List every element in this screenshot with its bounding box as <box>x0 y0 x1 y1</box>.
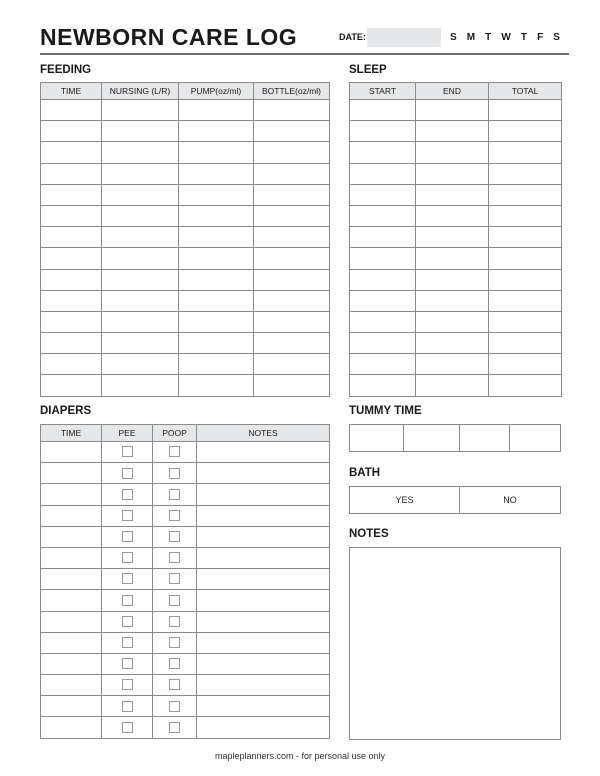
sleep-end-cell[interactable] <box>416 333 489 354</box>
pee-checkbox[interactable] <box>122 446 133 457</box>
diaper-poop-cell <box>153 442 197 463</box>
poop-checkbox[interactable] <box>169 637 180 648</box>
notes-area[interactable] <box>349 547 561 740</box>
diaper-pee-cell <box>102 526 153 547</box>
diaper-pee-cell <box>102 590 153 611</box>
diaper-row <box>41 632 330 653</box>
sleep-col-total: TOTAL <box>489 83 562 100</box>
diaper-poop-cell <box>153 653 197 674</box>
feeding-bottle-cell[interactable] <box>254 142 330 163</box>
feeding-bottle-cell[interactable] <box>254 227 330 248</box>
feeding-bottle-cell[interactable] <box>254 248 330 269</box>
feeding-nursing-cell[interactable] <box>102 290 179 311</box>
diaper-time-cell[interactable] <box>41 696 102 717</box>
sleep-end-cell[interactable] <box>416 375 489 396</box>
feeding-nursing-cell[interactable] <box>102 333 179 354</box>
sleep-start-cell[interactable] <box>350 290 416 311</box>
sleep-end-cell[interactable] <box>416 354 489 375</box>
diaper-time-cell[interactable] <box>41 632 102 653</box>
day-option[interactable]: M <box>466 32 476 43</box>
poop-checkbox[interactable] <box>169 658 180 669</box>
sleep-row <box>350 269 562 290</box>
feeding-pump-cell[interactable] <box>179 354 254 375</box>
feeding-bottle-cell[interactable] <box>254 121 330 142</box>
sleep-start-cell[interactable] <box>350 311 416 332</box>
poop-checkbox[interactable] <box>169 595 180 606</box>
pee-checkbox[interactable] <box>122 531 133 542</box>
diaper-pee-cell <box>102 463 153 484</box>
sleep-section-title: SLEEP <box>349 64 387 76</box>
diaper-notes-cell[interactable] <box>197 463 330 484</box>
day-option[interactable]: T <box>520 32 527 43</box>
diaper-notes-cell[interactable] <box>197 696 330 717</box>
sleep-row <box>350 375 562 396</box>
sleep-start-cell[interactable] <box>350 184 416 205</box>
diaper-poop-cell <box>153 611 197 632</box>
feeding-row <box>41 227 330 248</box>
feeding-time-cell[interactable] <box>41 184 102 205</box>
poop-checkbox[interactable] <box>169 446 180 457</box>
tummy-time-box[interactable] <box>459 425 509 451</box>
feeding-section-title: FEEDING <box>40 64 92 76</box>
feeding-bottle-cell[interactable] <box>254 354 330 375</box>
diaper-time-cell[interactable] <box>41 717 102 738</box>
diaper-row <box>41 484 330 505</box>
feeding-time-cell[interactable] <box>41 354 102 375</box>
sleep-end-cell[interactable] <box>416 227 489 248</box>
feeding-time-cell[interactable] <box>41 163 102 184</box>
diaper-pee-cell <box>102 484 153 505</box>
diaper-row <box>41 653 330 674</box>
feeding-bottle-cell[interactable] <box>254 163 330 184</box>
sleep-total-cell[interactable] <box>489 142 562 163</box>
sleep-start-cell[interactable] <box>350 248 416 269</box>
feeding-row <box>41 163 330 184</box>
diaper-time-cell[interactable] <box>41 675 102 696</box>
diaper-pee-cell <box>102 632 153 653</box>
day-option[interactable]: S <box>450 32 457 43</box>
diaper-time-cell[interactable] <box>41 526 102 547</box>
sleep-row <box>350 248 562 269</box>
tummy-time-section-title: TUMMY TIME <box>349 405 422 417</box>
sleep-row <box>350 290 562 311</box>
sleep-end-cell[interactable] <box>416 163 489 184</box>
bath-options <box>349 486 561 514</box>
diaper-poop-cell <box>153 632 197 653</box>
tummy-time-box[interactable] <box>350 425 403 451</box>
feeding-row <box>41 269 330 290</box>
diaper-row <box>41 547 330 568</box>
poop-checkbox[interactable] <box>169 510 180 521</box>
sleep-start-cell[interactable] <box>350 142 416 163</box>
sleep-start-cell[interactable] <box>350 375 416 396</box>
feeding-bottle-cell[interactable] <box>254 205 330 226</box>
diaper-poop-cell <box>153 590 197 611</box>
sleep-total-cell[interactable] <box>489 354 562 375</box>
diaper-poop-cell <box>153 526 197 547</box>
diapers-col-poop: POOP <box>153 425 197 442</box>
sleep-end-cell[interactable] <box>416 100 489 121</box>
sleep-end-cell[interactable] <box>416 311 489 332</box>
sleep-row <box>350 184 562 205</box>
feeding-row <box>41 100 330 121</box>
diaper-poop-cell <box>153 696 197 717</box>
tummy-time-boxes <box>349 424 561 452</box>
sleep-col-end: END <box>416 83 489 100</box>
feeding-pump-cell[interactable] <box>179 248 254 269</box>
feeding-col-bottle: BOTTLE(oz/ml) <box>254 83 330 100</box>
diaper-pee-cell <box>102 442 153 463</box>
day-option[interactable]: F <box>537 32 544 43</box>
diaper-row <box>41 569 330 590</box>
sleep-total-cell[interactable] <box>489 290 562 311</box>
feeding-row <box>41 375 330 396</box>
date-field[interactable] <box>367 28 441 47</box>
feeding-pump-cell[interactable] <box>179 227 254 248</box>
sleep-end-cell[interactable] <box>416 248 489 269</box>
pee-checkbox[interactable] <box>122 616 133 627</box>
sleep-end-cell[interactable] <box>416 142 489 163</box>
feeding-col-time: TIME <box>41 83 102 100</box>
diaper-time-cell[interactable] <box>41 484 102 505</box>
sleep-start-cell[interactable] <box>350 205 416 226</box>
feeding-nursing-cell[interactable] <box>102 142 179 163</box>
diaper-row <box>41 463 330 484</box>
poop-checkbox[interactable] <box>169 531 180 542</box>
diaper-pee-cell <box>102 547 153 568</box>
sleep-start-cell[interactable] <box>350 333 416 354</box>
sleep-start-cell[interactable] <box>350 121 416 142</box>
sleep-total-cell[interactable] <box>489 375 562 396</box>
diaper-pee-cell <box>102 696 153 717</box>
pee-checkbox[interactable] <box>122 552 133 563</box>
feeding-time-cell[interactable] <box>41 100 102 121</box>
feeding-time-cell[interactable] <box>41 121 102 142</box>
feeding-row <box>41 311 330 332</box>
feeding-time-cell[interactable] <box>41 311 102 332</box>
diaper-row <box>41 675 330 696</box>
sleep-total-cell[interactable] <box>489 163 562 184</box>
feeding-nursing-cell[interactable] <box>102 100 179 121</box>
diaper-poop-cell <box>153 675 197 696</box>
diaper-poop-cell <box>153 569 197 590</box>
feeding-time-cell[interactable] <box>41 375 102 396</box>
feeding-row <box>41 290 330 311</box>
diaper-time-cell[interactable] <box>41 653 102 674</box>
sleep-row <box>350 163 562 184</box>
feeding-pump-cell[interactable] <box>179 205 254 226</box>
diaper-notes-cell[interactable] <box>197 442 330 463</box>
feeding-time-cell[interactable] <box>41 205 102 226</box>
sleep-end-cell[interactable] <box>416 205 489 226</box>
feeding-bottle-cell[interactable] <box>254 333 330 354</box>
tummy-time-box[interactable] <box>509 425 560 451</box>
feeding-nursing-cell[interactable] <box>102 184 179 205</box>
feeding-row <box>41 121 330 142</box>
sleep-total-cell[interactable] <box>489 227 562 248</box>
sleep-row <box>350 142 562 163</box>
poop-checkbox[interactable] <box>169 468 180 479</box>
sleep-end-cell[interactable] <box>416 290 489 311</box>
bath-section-title: BATH <box>349 467 381 479</box>
pee-checkbox[interactable] <box>122 658 133 669</box>
feeding-pump-cell[interactable] <box>179 142 254 163</box>
feeding-row <box>41 142 330 163</box>
pee-checkbox[interactable] <box>122 573 133 584</box>
poop-checkbox[interactable] <box>169 573 180 584</box>
feeding-pump-cell[interactable] <box>179 100 254 121</box>
feeding-pump-cell[interactable] <box>179 311 254 332</box>
header-divider <box>40 53 569 55</box>
feeding-bottle-cell[interactable] <box>254 375 330 396</box>
diaper-notes-cell[interactable] <box>197 526 330 547</box>
feeding-col-nursing: NURSING (L/R) <box>102 83 179 100</box>
day-option[interactable]: T <box>485 32 492 43</box>
sleep-start-cell[interactable] <box>350 163 416 184</box>
diapers-table <box>40 424 330 739</box>
diaper-pee-cell <box>102 569 153 590</box>
sleep-total-cell[interactable] <box>489 269 562 290</box>
diaper-row <box>41 696 330 717</box>
feeding-row <box>41 333 330 354</box>
diaper-poop-cell <box>153 717 197 738</box>
feeding-time-cell[interactable] <box>41 333 102 354</box>
feeding-nursing-cell[interactable] <box>102 354 179 375</box>
feeding-nursing-cell[interactable] <box>102 375 179 396</box>
feeding-bottle-cell[interactable] <box>254 184 330 205</box>
pee-checkbox[interactable] <box>122 489 133 500</box>
diapers-col-pee: PEE <box>102 425 153 442</box>
date-label: DATE: <box>339 32 366 42</box>
day-option[interactable]: W <box>501 32 511 43</box>
poop-checkbox[interactable] <box>169 701 180 712</box>
feeding-row <box>41 354 330 375</box>
feeding-nursing-cell[interactable] <box>102 269 179 290</box>
diaper-pee-cell <box>102 653 153 674</box>
feeding-time-cell[interactable] <box>41 227 102 248</box>
diaper-notes-cell[interactable] <box>197 675 330 696</box>
diaper-notes-cell[interactable] <box>197 505 330 526</box>
feeding-pump-cell[interactable] <box>179 163 254 184</box>
diaper-time-cell[interactable] <box>41 505 102 526</box>
feeding-time-cell[interactable] <box>41 248 102 269</box>
tummy-time-box[interactable] <box>403 425 459 451</box>
feeding-time-cell[interactable] <box>41 269 102 290</box>
feeding-nursing-cell[interactable] <box>102 205 179 226</box>
feeding-pump-cell[interactable] <box>179 269 254 290</box>
diaper-pee-cell <box>102 505 153 526</box>
sleep-total-cell[interactable] <box>489 184 562 205</box>
poop-checkbox[interactable] <box>169 679 180 690</box>
diaper-time-cell[interactable] <box>41 569 102 590</box>
feeding-pump-cell[interactable] <box>179 121 254 142</box>
sleep-end-cell[interactable] <box>416 121 489 142</box>
pee-checkbox[interactable] <box>122 510 133 521</box>
diaper-notes-cell[interactable] <box>197 717 330 738</box>
diapers-col-notes: NOTES <box>197 425 330 442</box>
footer-text: mapleplanners.com - for personal use only <box>214 751 386 761</box>
sleep-start-cell[interactable] <box>350 354 416 375</box>
diaper-poop-cell <box>153 505 197 526</box>
diaper-notes-cell[interactable] <box>197 632 330 653</box>
diaper-pee-cell <box>102 717 153 738</box>
notes-section-title: NOTES <box>349 528 389 540</box>
feeding-pump-cell[interactable] <box>179 333 254 354</box>
diaper-notes-cell[interactable] <box>197 590 330 611</box>
pee-checkbox[interactable] <box>122 722 133 733</box>
feeding-bottle-cell[interactable] <box>254 290 330 311</box>
diaper-time-cell[interactable] <box>41 547 102 568</box>
diaper-notes-cell[interactable] <box>197 611 330 632</box>
sleep-end-cell[interactable] <box>416 184 489 205</box>
day-of-week-selector <box>450 32 560 43</box>
feeding-bottle-cell[interactable] <box>254 269 330 290</box>
feeding-nursing-cell[interactable] <box>102 121 179 142</box>
pee-checkbox[interactable] <box>122 637 133 648</box>
sleep-row <box>350 311 562 332</box>
pee-checkbox[interactable] <box>122 701 133 712</box>
feeding-bottle-cell[interactable] <box>254 100 330 121</box>
feeding-bottle-cell[interactable] <box>254 311 330 332</box>
pee-checkbox[interactable] <box>122 468 133 479</box>
diaper-pee-cell <box>102 611 153 632</box>
sleep-total-cell[interactable] <box>489 333 562 354</box>
diaper-row <box>41 590 330 611</box>
sleep-row <box>350 227 562 248</box>
diaper-time-cell[interactable] <box>41 463 102 484</box>
diaper-notes-cell[interactable] <box>197 547 330 568</box>
feeding-time-cell[interactable] <box>41 290 102 311</box>
diapers-col-time: TIME <box>41 425 102 442</box>
diaper-time-cell[interactable] <box>41 442 102 463</box>
feeding-nursing-cell[interactable] <box>102 227 179 248</box>
sleep-row <box>350 333 562 354</box>
sleep-start-cell[interactable] <box>350 100 416 121</box>
sleep-end-cell[interactable] <box>416 269 489 290</box>
bath-yes-option[interactable]: YES <box>395 495 414 505</box>
day-option[interactable]: S <box>553 32 560 43</box>
feeding-row <box>41 248 330 269</box>
diaper-notes-cell[interactable] <box>197 484 330 505</box>
diaper-poop-cell <box>153 484 197 505</box>
feeding-nursing-cell[interactable] <box>102 248 179 269</box>
sleep-start-cell[interactable] <box>350 227 416 248</box>
poop-checkbox[interactable] <box>169 552 180 563</box>
diaper-row <box>41 526 330 547</box>
pee-checkbox[interactable] <box>122 595 133 606</box>
sleep-row <box>350 100 562 121</box>
poop-checkbox[interactable] <box>169 616 180 627</box>
page-title: NEWBORN CARE LOG <box>40 24 298 50</box>
sleep-total-cell[interactable] <box>489 100 562 121</box>
poop-checkbox[interactable] <box>169 489 180 500</box>
diaper-time-cell[interactable] <box>41 611 102 632</box>
sleep-col-start: START <box>350 83 416 100</box>
diaper-row <box>41 717 330 738</box>
pee-checkbox[interactable] <box>122 679 133 690</box>
poop-checkbox[interactable] <box>169 722 180 733</box>
sleep-row <box>350 205 562 226</box>
feeding-pump-cell[interactable] <box>179 184 254 205</box>
sleep-total-cell[interactable] <box>489 121 562 142</box>
diaper-poop-cell <box>153 547 197 568</box>
sleep-total-cell[interactable] <box>489 205 562 226</box>
feeding-pump-cell[interactable] <box>179 290 254 311</box>
feeding-time-cell[interactable] <box>41 142 102 163</box>
sleep-total-cell[interactable] <box>489 248 562 269</box>
sleep-start-cell[interactable] <box>350 269 416 290</box>
diaper-row <box>41 442 330 463</box>
bath-no-option[interactable]: NO <box>459 487 560 513</box>
sleep-total-cell[interactable] <box>489 311 562 332</box>
diaper-pee-cell <box>102 675 153 696</box>
feeding-row <box>41 184 330 205</box>
sleep-row <box>350 121 562 142</box>
feeding-nursing-cell[interactable] <box>102 311 179 332</box>
feeding-table <box>40 82 330 397</box>
diaper-row <box>41 611 330 632</box>
diaper-notes-cell[interactable] <box>197 653 330 674</box>
diaper-notes-cell[interactable] <box>197 569 330 590</box>
feeding-pump-cell[interactable] <box>179 375 254 396</box>
diaper-time-cell[interactable] <box>41 590 102 611</box>
sleep-table <box>349 82 562 397</box>
feeding-nursing-cell[interactable] <box>102 163 179 184</box>
diaper-poop-cell <box>153 463 197 484</box>
diaper-row <box>41 505 330 526</box>
sleep-row <box>350 354 562 375</box>
diapers-section-title: DIAPERS <box>40 405 92 417</box>
feeding-col-pump: PUMP(oz/ml) <box>179 83 254 100</box>
feeding-row <box>41 205 330 226</box>
